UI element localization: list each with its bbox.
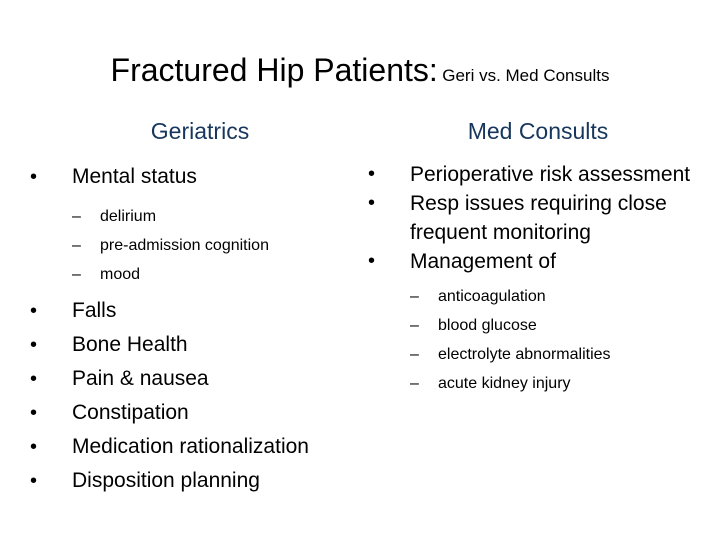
list-item [30,294,370,328]
item-pain-nausea: Pain & nausea [72,367,209,390]
med-consults-list [368,160,698,398]
sub-item-anticoagulation: anticoagulation [438,288,546,305]
item-falls: Falls [72,299,117,322]
item-perioperative-risk: Perioperative risk assessment [410,163,691,186]
bullet: • [30,300,38,322]
list-item [368,189,698,247]
spacer [30,194,370,202]
item-bone-health: Bone Health [72,333,188,356]
sub-list-item [368,340,698,369]
sub-list-item [368,282,698,311]
list-item [30,362,370,396]
bullet: • [30,166,38,188]
bullet: • [30,334,38,356]
sub-item-blood-glucose: blood glucose [438,317,537,334]
dash: – [410,288,419,305]
list-item [30,396,370,430]
dash: – [410,317,419,334]
dash: – [72,208,81,225]
sub-item-pre-admission-cognition: pre-admission cognition [100,237,269,254]
item-medication-rationalization: Medication rationalization [72,435,309,458]
dash: – [72,266,81,283]
item-constipation: Constipation [72,401,189,424]
sub-list-item [30,260,370,289]
sub-list-item [30,202,370,231]
sub-list-item [368,311,698,340]
item-mental-status: Mental status [72,165,197,188]
list-item [30,328,370,362]
slide-title [0,52,720,89]
title-sub: Geri vs. Med Consults [442,66,610,85]
item-management-of: Management of [410,250,556,273]
sub-list-item [368,369,698,398]
bullet: • [368,163,376,185]
dash: – [72,237,81,254]
bullet: • [368,250,376,272]
list-item [368,160,698,189]
list-item [30,464,370,498]
geriatrics-heading: Geriatrics [150,118,250,144]
geriatrics-list [30,160,370,498]
bullet: • [30,436,38,458]
bullet: • [30,470,38,492]
list-item [30,430,370,464]
sub-item-delirium: delirium [100,208,157,225]
sub-list-item [30,231,370,260]
list-item [368,247,698,276]
bullet: • [30,368,38,390]
list-item [30,160,370,194]
dash: – [410,375,419,392]
sub-item-mood: mood [100,266,141,283]
title-main: Fractured Hip Patients: [110,52,438,88]
dash: – [410,346,419,363]
sub-item-electrolyte-abnormalities: electrolyte abnormalities [438,346,611,363]
bullet: • [30,402,38,424]
med-consults-heading: Med Consults [467,118,609,144]
sub-item-acute-kidney-injury: acute kidney injury [438,375,571,392]
bullet: • [368,192,376,214]
item-disposition-planning: Disposition planning [72,469,260,492]
item-resp-issues: Resp issues requiring close frequent monitoring [410,192,667,244]
